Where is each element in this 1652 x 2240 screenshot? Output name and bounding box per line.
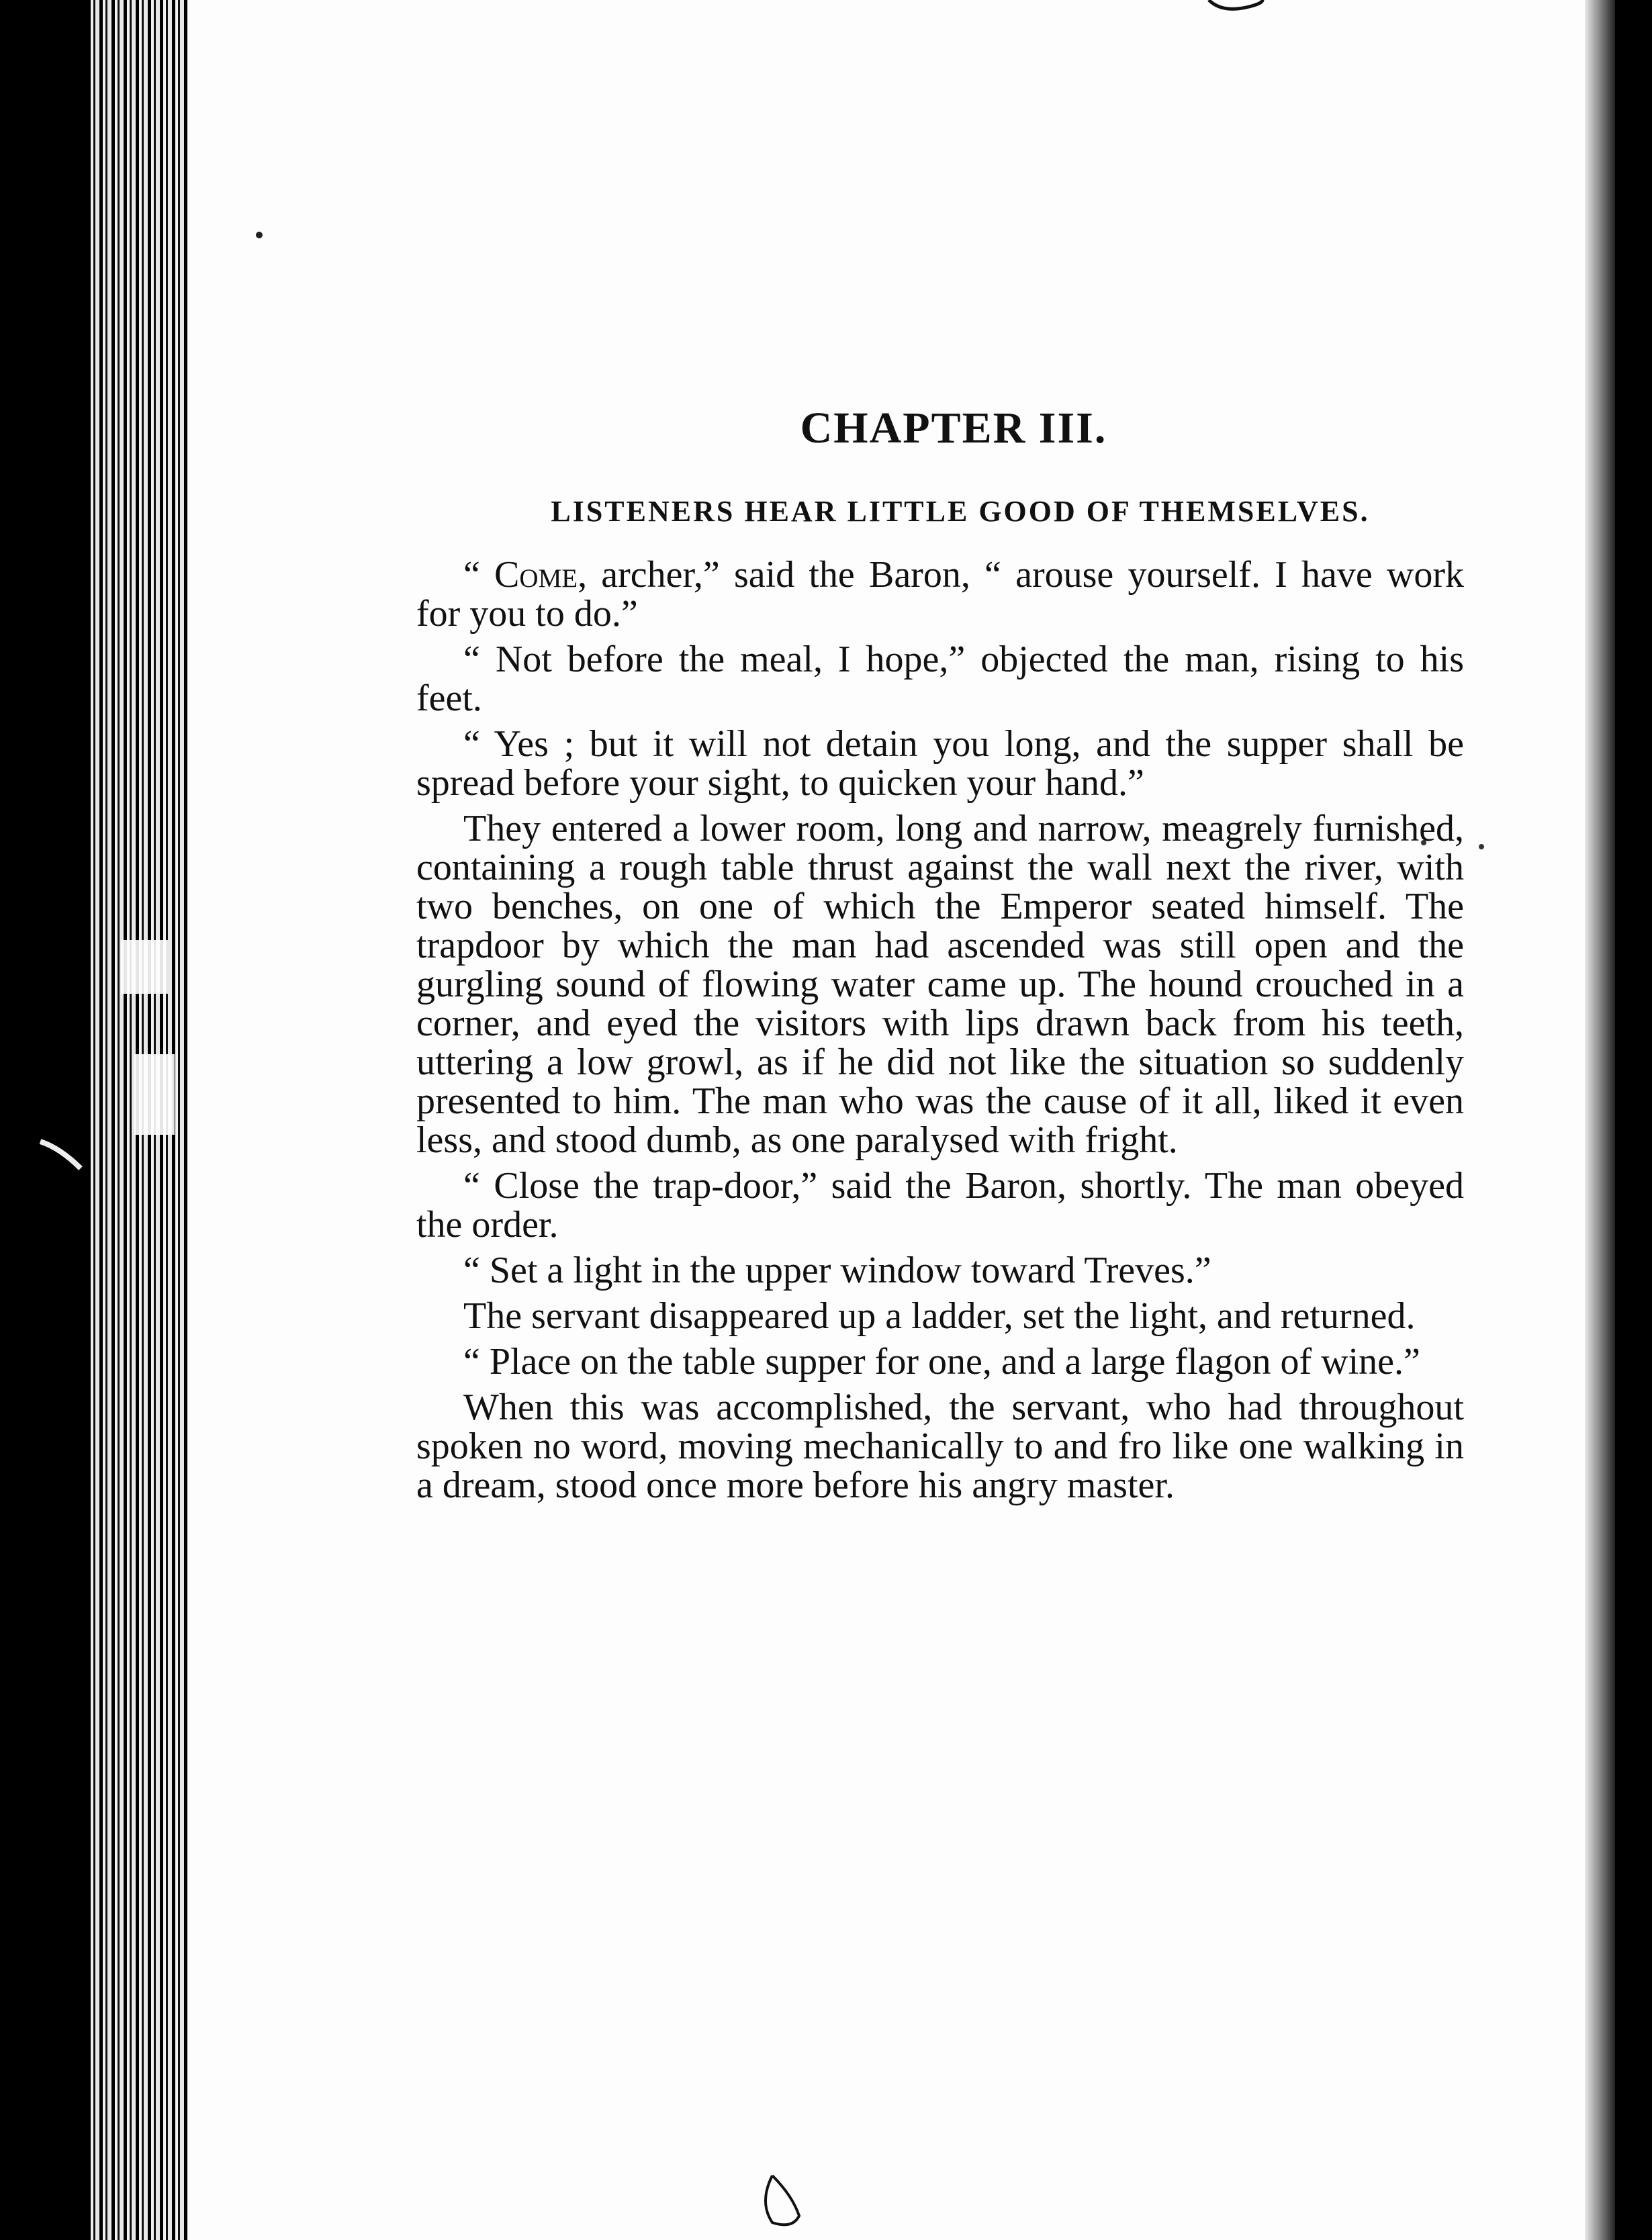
paragraph bbox=[416, 809, 1464, 1160]
paragraph-text: “ Yes ; but it will not detain you long, and the supper shall be spread before your sight, to quicken your hand.” bbox=[416, 723, 1464, 804]
paragraph-lead: “ Come, bbox=[463, 554, 588, 596]
paragraph bbox=[416, 725, 1464, 802]
chapter-text bbox=[416, 403, 1464, 1511]
paragraph bbox=[416, 1166, 1464, 1244]
chapter-title: CHAPTER III. bbox=[800, 404, 1107, 453]
paragraph bbox=[416, 1388, 1464, 1505]
paragraph bbox=[416, 1342, 1464, 1381]
paragraph-text: “ Place on the table supper for one, and a large flagon of wine.” bbox=[463, 1341, 1420, 1383]
paragraph-text: “ Set a light in the upper window toward Treves.” bbox=[463, 1250, 1211, 1291]
paragraph-text: They entered a lower room, long and narrow, meagrely furnished, containing a rough table thrust against the wall next the river, with two benches, on one of which the Emperor seated himself. The trapdoor by which the man had ascended was still open and the gurgling sound of flowing water came up. The hound crouched in a corner, and eyed the visitors with lips drawn back from his teeth, uttering a low growl, as if he did not like the situation so suddenly presented to him. The man who was the cause of it all, liked it even less, and stood dumb, as one paralysed with fright. bbox=[416, 808, 1464, 1161]
paragraph bbox=[416, 1251, 1464, 1290]
paragraph-text: “ Close the trap-door,” said the Baron, shortly. The man obeyed the order. bbox=[416, 1165, 1464, 1246]
paragraph-text: The servant disappeared up a ladder, set the light, and returned. bbox=[463, 1295, 1416, 1337]
paragraph bbox=[416, 1297, 1464, 1336]
chapter-subtitle: LISTENERS HEAR LITTLE GOOD OF THEMSELVES. bbox=[551, 495, 1370, 528]
paragraph-text: “ Not before the meal, I hope,” objected the man, rising to his feet. bbox=[416, 639, 1464, 719]
paragraph bbox=[416, 640, 1464, 718]
paragraph-text: When this was accomplished, the servant, who had throughout spoken no word, moving mechanically to and fro like one walking in a dream, stood once more before his angry master. bbox=[416, 1387, 1464, 1506]
paragraph bbox=[416, 555, 1464, 633]
paragraph-text: archer,” said the Baron, “ arouse yourself. I have work for you to do.” bbox=[416, 554, 1464, 635]
